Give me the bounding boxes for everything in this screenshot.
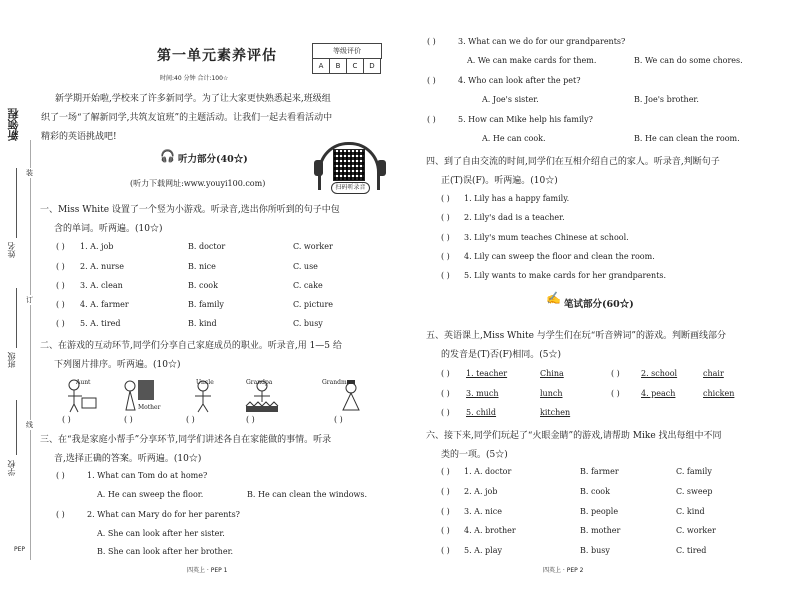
option-c: C. cake [293, 281, 323, 290]
option-a: 4. A. brother [464, 526, 516, 535]
brand-label: 新领程 [7, 108, 20, 141]
option-a: 5. A. play [464, 546, 503, 555]
s3-q2-paren[interactable]: ( ) [56, 510, 65, 519]
intro-line-1: 新学期开始啦,学校来了许多新同学。为了让大家更快熟悉起来,班级组 [55, 94, 331, 104]
phonics-paren[interactable]: ( ) [441, 408, 450, 417]
phonics-word: 2. school [641, 369, 678, 378]
binding-line [30, 140, 31, 560]
phonics-word: 3. much [466, 389, 499, 398]
option-c: C. sweep [676, 487, 713, 496]
grade-box-title: 等级评价 [312, 43, 382, 59]
picture-label-aunt: Aunt [76, 379, 91, 386]
phonics-word: chicken [703, 389, 735, 398]
s3-q1-text: 1. What can Tom do at home? [87, 471, 208, 480]
tf-paren[interactable]: ( ) [441, 271, 450, 280]
listening-heading: 听力部分(40☆) [178, 154, 248, 165]
section6-instruction-1: 六、接下来,同学们玩起了“火眼金睛”的游戏,请帮助 Mike 找出每组中不同 [426, 431, 722, 441]
option-a: 2. A. nurse [80, 262, 125, 271]
section3-instruction-1: 三、在“我是家庭小帮手”分享环节,同学们讲述各自在家能做的事情。听录 [40, 435, 332, 445]
s3-q5-text: 5. How can Mike help his family? [458, 115, 593, 124]
tf-paren[interactable]: ( ) [441, 194, 450, 203]
tf-statement: 4. Lily can sweep the floor and clean the room. [464, 252, 655, 261]
option-b: B. nice [188, 262, 216, 271]
tf-paren[interactable]: ( ) [441, 233, 450, 242]
s3-q4-paren[interactable]: ( ) [427, 76, 436, 85]
phonics-word: 4. peach [641, 389, 676, 398]
section6-instruction-2: 类的一项。(5☆) [441, 450, 508, 460]
intro-line-2: 织了一场“了解新同学,共筑友谊班”的主题活动。让我们一起去看看活动中 [41, 113, 333, 123]
option-a: 1. A. job [80, 242, 114, 251]
school-field[interactable] [16, 400, 17, 455]
s3-q5-option-a: A. He can cook. [482, 134, 546, 143]
option-a: 3. A. clean [80, 281, 123, 290]
s3-q2-option-a: A. She can look after her sister. [97, 529, 225, 538]
picture-answer-2[interactable]: ( ) [124, 415, 133, 424]
picture-answer-4[interactable]: ( ) [246, 415, 255, 424]
left-earcup-icon [314, 160, 323, 176]
seal-mark-3: 线 [26, 421, 33, 429]
right-earcup-icon [377, 160, 386, 176]
section1-instruction-2: 含的单词。听两遍。(10☆) [54, 224, 163, 234]
download-url[interactable]: (听力下载网址:www.youyi100.com) [130, 179, 266, 188]
answer-paren[interactable]: ( ) [56, 242, 65, 251]
picture-label-mother: Mother [138, 404, 161, 411]
s3-q1-paren[interactable]: ( ) [56, 471, 65, 480]
headphone-icon: 🎧 [160, 149, 175, 163]
picture-answer-3[interactable]: ( ) [186, 415, 195, 424]
section4-instruction-2: 正(T)误(F)。听两遍。(10☆) [441, 176, 558, 186]
grade-d[interactable]: D [363, 58, 381, 74]
s3-q5-paren[interactable]: ( ) [427, 115, 436, 124]
option-c: C. picture [293, 300, 334, 309]
option-a: 1. A. doctor [464, 467, 512, 476]
option-c: C. busy [293, 319, 323, 328]
name-field[interactable] [16, 168, 17, 238]
option-c: C. kind [676, 507, 705, 516]
option-c: C. worker [676, 526, 716, 535]
s3-q3-paren[interactable]: ( ) [427, 37, 436, 46]
option-b: B. family [188, 300, 224, 309]
tf-statement: 2. Lily's dad is a teacher. [464, 213, 565, 222]
odd-one-paren[interactable]: ( ) [441, 467, 450, 476]
answer-paren[interactable]: ( ) [56, 319, 65, 328]
page-footer-right: 四英上 · PEP 2 [543, 567, 584, 574]
tf-paren[interactable]: ( ) [441, 252, 450, 261]
picture-label-grandma: Grandma [322, 379, 351, 386]
grade-c[interactable]: C [346, 58, 364, 74]
picture-answer-1[interactable]: ( ) [62, 415, 71, 424]
s3-q1-option-a: A. He can sweep the floor. [97, 490, 204, 499]
option-c: C. tired [676, 546, 707, 555]
s3-q3-option-b: B. We can do some chores. [634, 56, 743, 65]
tf-statement: 5. Lily wants to make cards for her grandparents. [464, 271, 667, 280]
odd-one-paren[interactable]: ( ) [441, 546, 450, 555]
option-c: C. worker [293, 242, 333, 251]
odd-one-paren[interactable]: ( ) [441, 507, 450, 516]
section3-instruction-2: 音,选择正确的答案。听两遍。(10☆) [54, 454, 202, 464]
writing-heading: 笔试部分(60☆) [564, 299, 634, 310]
option-c: C. family [676, 467, 712, 476]
grade-a[interactable]: A [312, 58, 330, 74]
option-b: B. doctor [188, 242, 226, 251]
answer-paren[interactable]: ( ) [56, 300, 65, 309]
class-label: 班级 [7, 352, 16, 368]
phonics-word: lunch [540, 389, 563, 398]
option-b: B. kind [188, 319, 217, 328]
option-a: 3. A. nice [464, 507, 502, 516]
option-b: B. mother [580, 526, 621, 535]
option-b: B. cook [580, 487, 610, 496]
picture-answer-5[interactable]: ( ) [334, 415, 343, 424]
page-title: 第一单元素养评估 [157, 48, 277, 64]
option-b: B. people [580, 507, 619, 516]
section2-instruction-2: 下列图片排序。听两遍。(10☆) [54, 360, 181, 370]
time-score-meta: 时间:40 分钟 合计:100☆ [160, 75, 229, 82]
tf-statement: 3. Lily's mum teaches Chinese at school. [464, 233, 629, 242]
phonics-word: China [540, 369, 564, 378]
section5-instruction-1: 五、英语课上,Miss White 与学生们在玩“听音辨词”的游戏。判断画线部分 [426, 331, 726, 341]
option-c: C. use [293, 262, 318, 271]
section5-instruction-2: 的发音是(T)否(F)相同。(5☆) [441, 350, 562, 360]
odd-one-paren[interactable]: ( ) [441, 526, 450, 535]
option-a: 4. A. farmer [80, 300, 129, 309]
option-b: B. busy [580, 546, 610, 555]
seal-mark-2: 订 [26, 296, 33, 304]
s3-q2-text: 2. What can Mary do for her parents? [87, 510, 240, 519]
phonics-paren[interactable]: ( ) [441, 369, 450, 378]
pencil-boy-icon: ✍ [546, 291, 561, 305]
phonics-word: 1. teacher [466, 369, 508, 378]
answer-paren[interactable]: ( ) [56, 262, 65, 271]
seal-mark-1: 装 [26, 169, 33, 177]
s3-q3-option-a: A. We can make cards for them. [467, 56, 597, 65]
phonics-paren[interactable]: ( ) [611, 369, 620, 378]
tf-paren[interactable]: ( ) [441, 213, 450, 222]
s3-q4-option-a: A. Joe's sister. [482, 95, 539, 104]
qr-code[interactable] [333, 149, 365, 181]
phonics-paren[interactable]: ( ) [441, 389, 450, 398]
class-field[interactable] [16, 288, 17, 348]
s3-q4-text: 4. Who can look after the pet? [458, 76, 581, 85]
phonics-word: kitchen [540, 408, 571, 417]
tf-statement: 1. Lily has a happy family. [464, 194, 570, 203]
grade-b[interactable]: B [329, 58, 347, 74]
s3-q4-option-b: B. Joe's brother. [634, 95, 699, 104]
intro-line-3: 精彩的英语挑战吧! [41, 132, 117, 142]
odd-one-paren[interactable]: ( ) [441, 487, 450, 496]
s3-q5-option-b: B. He can clean the room. [634, 134, 740, 143]
phonics-word: chair [703, 369, 724, 378]
name-label: 姓名 [7, 242, 16, 258]
s3-q1-option-b: B. He can clean the windows. [247, 490, 368, 499]
picture-label-grandpa: Grandpa [246, 379, 273, 386]
section1-instruction-1: 一、Miss White 设置了一个竖为小游戏。听录音,选出你所听到的句子中包 [40, 205, 340, 215]
phonics-word: 5. child [466, 408, 497, 417]
s3-q3-text: 3. What can we do for our grandparents? [458, 37, 626, 46]
option-b: B. farmer [580, 467, 619, 476]
phonics-paren[interactable]: ( ) [611, 389, 620, 398]
page-footer-left: 四英上 · PEP 1 [187, 567, 228, 574]
edition-label: PEP [14, 546, 26, 553]
section4-instruction-1: 四、到了自由交流的时间,同学们在互相介绍自己的家人。听录音,判断句子 [426, 157, 720, 167]
answer-paren[interactable]: ( ) [56, 281, 65, 290]
option-a: 5. A. tired [80, 319, 121, 328]
picture-label-uncle: Uncle [196, 379, 214, 386]
scan-to-listen-tag: 扫码听录音 [331, 182, 370, 194]
s3-q2-option-b: B. She can look after her brother. [97, 547, 234, 556]
section2-instruction-1: 二、在游戏的互动环节,同学们分享自己家庭成员的职业。听录音,用 1—5 给 [40, 341, 342, 351]
school-label: 学校 [7, 460, 16, 476]
option-b: B. cook [188, 281, 218, 290]
option-a: 2. A. job [464, 487, 498, 496]
